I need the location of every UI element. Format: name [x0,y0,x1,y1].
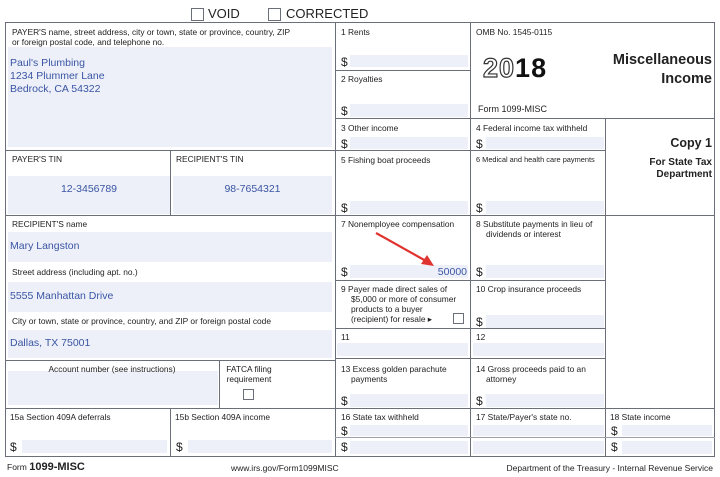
box3-label: 3 Other income [341,123,399,133]
box14-label-1: 14 Gross proceeds paid to an [476,364,586,374]
box11-fill[interactable] [337,343,468,356]
arrow-annotation-icon [370,228,440,270]
box5-fill[interactable] [350,201,468,214]
recipient-city-label: City or town, state or province, country, and ZIP or foreign postal code [12,316,271,326]
recipient-tin-fill[interactable] [173,176,332,214]
box6-dollar: $ [476,201,483,215]
box13-label-2: payments [351,374,388,384]
footer-form-name: 1099-MISC [29,461,85,473]
box10-fill[interactable] [486,315,604,328]
box10-dollar: $ [476,315,483,329]
box16-label: 16 State tax withheld [341,412,419,422]
box2-fill[interactable] [350,104,468,117]
box17-label: 17 State/Payer's state no. [476,412,572,422]
form-title [560,51,712,89]
box6-fill[interactable] [486,201,604,214]
payer-label: PAYER'S name, street address, city or town, state or province, country, ZIP [12,27,291,37]
box14-dollar: $ [476,394,483,408]
box6-label: 6 Medical and health care payments [476,155,595,164]
box8-fill[interactable] [486,265,604,278]
box1-dollar: $ [341,55,348,69]
copy-sub-line1: For State Tax [649,157,712,168]
box9-label-2: $5,000 or more of consumer [351,294,457,304]
recipient-city: Dallas, TX 75001 [10,337,91,349]
box3-fill[interactable] [350,137,468,149]
box7-label: 7 Nonemployee compensation [341,219,455,229]
form-title-line2: Income [661,71,712,87]
fatca-label-1: FATCA filing [226,364,272,374]
box1-label: 1 Rents [341,27,370,37]
box9-checkbox[interactable] [453,313,464,324]
account-fill[interactable] [8,371,218,405]
recipient-name-label: RECIPIENT'S name [12,219,88,229]
box4-dollar: $ [476,137,483,151]
tax-year [483,53,547,84]
box13-label-1: 13 Excess golden parachute [341,364,447,374]
box15a-label: 15a Section 409A deferrals [10,412,111,422]
payer-tin-label: PAYER'S TIN [12,154,62,164]
recipient-name: Mary Langston [10,240,80,252]
tax-year-outline: 20 [483,53,516,83]
box15a-fill[interactable] [22,440,167,453]
box4-fill[interactable] [486,137,604,149]
box16-fill-2[interactable] [350,441,468,454]
copy-label: Copy 1 [670,136,712,150]
payer-tin-fill[interactable] [8,176,170,214]
box3-dollar: $ [341,137,348,151]
box15b-fill[interactable] [188,440,332,453]
box2-dollar: $ [341,104,348,118]
omb-form-label: Form 1099-MISC [478,104,548,114]
payer-name: Paul's Plumbing [10,57,85,69]
box17-fill-2[interactable] [473,441,604,454]
box16-dollar-2: $ [341,440,348,454]
footer-form [7,461,85,473]
corrected-checkbox[interactable] [268,8,281,21]
omb-number: OMB No. 1545-0115 [476,27,553,37]
box14-label-2: attorney [486,374,517,384]
box18-dollar-1: $ [611,424,618,438]
box4-label: 4 Federal income tax withheld [476,123,588,133]
recipient-tin-value: 98-7654321 [224,183,281,195]
account-label: Account number (see instructions) [48,364,176,374]
box7-value: 50000 [437,266,467,278]
box16-fill-1[interactable] [350,425,468,436]
box18-dollar-2: $ [611,440,618,454]
tax-year-bold: 18 [515,53,548,83]
void-label: VOID [208,6,240,21]
box1-fill[interactable] [350,55,468,67]
box8-label-1: 8 Substitute payments in lieu of [476,219,593,229]
footer-form-prefix: Form [7,462,27,472]
box10-label: 10 Crop insurance proceeds [476,284,582,294]
box8-label-2: dividends or interest [486,229,561,239]
box9-label-4: (recipient) for resale ▸ [351,314,433,324]
box2-label: 2 Royalties [341,74,383,84]
box12-label: 12 [476,332,486,342]
footer-department: Department of the Treasury - Internal Revenue Service [506,463,713,473]
copy-sub-line2: Department [656,169,712,180]
fatca-label-2: requirement [226,374,272,384]
void-checkbox[interactable] [191,8,204,21]
recipient-street-label: Street address (including apt. no.) [12,267,138,277]
box15b-label: 15b Section 409A income [175,412,270,422]
box13-dollar: $ [341,394,348,408]
payer-label-2: or foreign postal code, and telephone no. [12,37,165,47]
box18-fill-1[interactable] [622,425,712,436]
box14-fill[interactable] [486,394,604,407]
footer-url: www.irs.gov/Form1099MISC [231,463,339,473]
box9-label-1: 9 Payer made direct sales of [341,284,448,294]
box7-dollar: $ [341,265,348,279]
payer-tin-value: 12-3456789 [60,183,118,195]
box16-dollar-1: $ [341,424,348,438]
box9-label-3: products to a buyer [351,304,423,314]
box13-fill[interactable] [350,394,468,407]
recipient-street: 5555 Manhattan Drive [10,290,114,302]
recipient-tin-label: RECIPIENT'S TIN [176,154,244,164]
box17-fill-1[interactable] [473,425,604,436]
form-title-line1: Miscellaneous [612,52,712,68]
corrected-label: CORRECTED [286,6,369,21]
box18-fill-2[interactable] [622,441,712,454]
copy-subtitle [610,157,712,181]
box11-label: 11 [341,332,350,342]
box15a-dollar: $ [10,440,17,454]
box18-label: 18 State income [610,412,671,422]
box8-dollar: $ [476,265,483,279]
fatca-checkbox[interactable] [243,389,254,400]
payer-city: Bedrock, CA 54322 [10,83,101,95]
payer-street: 1234 Plummer Lane [10,70,105,82]
box5-label: 5 Fishing boat proceeds [341,155,431,165]
box15b-dollar: $ [176,440,183,454]
box5-dollar: $ [341,201,348,215]
box12-fill[interactable] [473,343,604,356]
